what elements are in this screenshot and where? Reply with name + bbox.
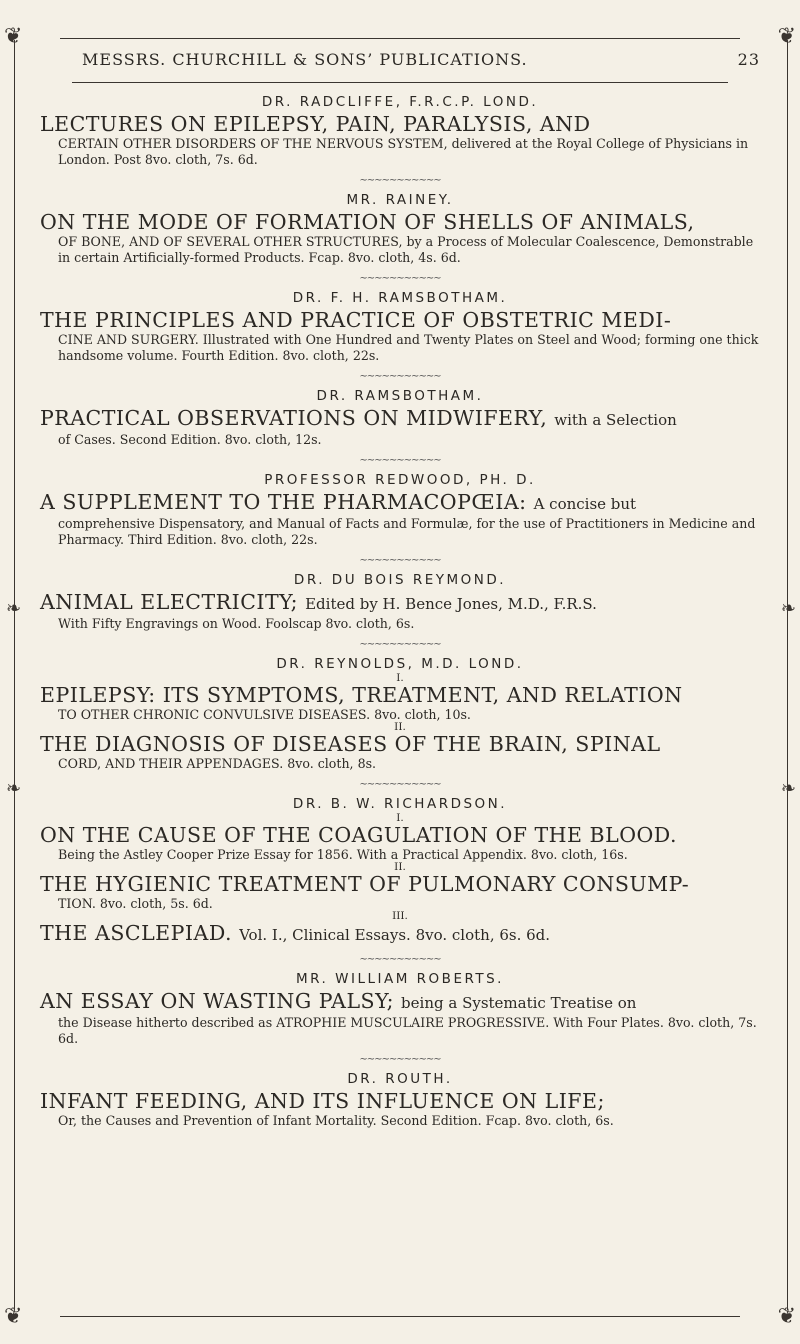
bottom-border-rule [60, 1316, 740, 1317]
side-ornament-icon: ❧ [780, 598, 796, 619]
book-title-text: A SUPPLEMENT TO THE PHARMACOPŒIA: [40, 490, 527, 514]
book-title [40, 732, 760, 756]
separator-ornament: ∼∼∼∼∼∼∼∼∼∼∼ [359, 779, 441, 790]
running-head-title: MESSRS. CHURCHILL & SONS’ PUBLICATIONS. [82, 50, 528, 69]
author-name: MR. WILLIAM ROBERTS. [296, 971, 504, 987]
separator-ornament: ∼∼∼∼∼∼∼∼∼∼∼ [359, 455, 441, 466]
book-title-suffix: Vol. I., Clinical Essays. 8vo. cloth, 6s. 6d. [239, 926, 551, 944]
book-description: CINE AND SURGERY. Illustrated with One Hundred and Twenty Plates on Steel and Wood; forming one thick handsome volume. Fourth Edition. 8vo. cloth, 22s. [58, 332, 759, 363]
book-description: Or, the Causes and Prevention of Infant Mortality. Second Edition. Fcap. 8vo. cloth, 6s. [58, 1113, 614, 1128]
book-description: CORD, AND THEIR APPENDAGES. 8vo. cloth, 8s. [58, 756, 377, 771]
book-description: of Cases. Second Edition. 8vo. cloth, 12s. [58, 432, 322, 447]
corner-ornament-icon: ❦ [777, 1304, 796, 1329]
item-numeral: I. [396, 812, 404, 824]
book-title [40, 683, 760, 707]
separator-ornament: ∼∼∼∼∼∼∼∼∼∼∼ [359, 639, 441, 650]
item-numeral: II. [394, 861, 406, 873]
catalogue-entry [40, 94, 760, 168]
author-name: DR. RAMSBOTHAM. [316, 388, 484, 404]
author-name: DR. RADCLIFFE, F.R.C.P. LOND. [261, 94, 539, 110]
catalogue-entries [40, 94, 760, 1129]
book-description: CERTAIN OTHER DISORDERS OF THE NERVOUS SYSTEM, delivered at the Royal College of Physicians in London. Post 8vo. cloth, 7s. 6d. [58, 136, 749, 167]
book-title-text: LECTURES ON EPILEPSY, PAIN, PARALYSIS, AND [40, 112, 591, 136]
author-name: MR. RAINEY. [346, 192, 454, 208]
book-title [40, 590, 760, 616]
book-title-text: THE ASCLEPIAD. [40, 921, 233, 945]
book-title-text: THE HYGIENIC TREATMENT OF PULMONARY CONSUMP- [40, 872, 690, 896]
book-title-text: ON THE MODE OF FORMATION OF SHELLS OF ANIMALS, [40, 210, 695, 234]
book-title [40, 112, 760, 136]
author-name: DR. REYNOLDS, M.D. LOND. [276, 656, 524, 672]
side-ornament-icon: ❧ [6, 598, 22, 619]
book-title-text: INFANT FEEDING, AND ITS INFLUENCE ON LIFE; [40, 1089, 605, 1113]
top-border-rule [60, 38, 740, 39]
book-title [40, 823, 760, 847]
header-rule [72, 82, 728, 83]
author-name: DR. F. H. RAMSBOTHAM. [292, 290, 508, 306]
catalogue-entry [40, 556, 760, 632]
right-border-rule [787, 40, 788, 1310]
item-numeral: III. [392, 910, 408, 922]
item-numeral: I. [396, 672, 404, 684]
book-description: Being the Astley Cooper Prize Essay for 1856. With a Practical Appendix. 8vo. cloth, 16s. [58, 847, 628, 862]
separator-ornament: ∼∼∼∼∼∼∼∼∼∼∼ [359, 954, 441, 965]
separator-ornament: ∼∼∼∼∼∼∼∼∼∼∼ [359, 371, 441, 382]
side-ornament-icon: ❧ [6, 778, 22, 799]
catalogue-entry [40, 955, 760, 1047]
book-title-text: PRACTICAL OBSERVATIONS ON MIDWIFERY, [40, 406, 548, 430]
catalogue-entry [40, 1055, 760, 1129]
book-title-text: ON THE CAUSE OF THE COAGULATION OF THE BLOOD. [40, 823, 678, 847]
separator-ornament: ∼∼∼∼∼∼∼∼∼∼∼ [359, 175, 441, 186]
book-title-suffix: Edited by H. Bence Jones, M.D., F.R.S. [305, 595, 597, 613]
author-name: PROFESSOR REDWOOD, PH. D. [264, 472, 536, 488]
catalogue-entry [40, 176, 760, 266]
book-title-text: THE PRINCIPLES AND PRACTICE OF OBSTETRIC MEDI- [40, 308, 672, 332]
left-border-rule [14, 40, 15, 1310]
separator-ornament: ∼∼∼∼∼∼∼∼∼∼∼ [359, 1054, 441, 1065]
book-title [40, 1089, 760, 1113]
book-title [40, 989, 760, 1015]
book-title-text: ANIMAL ELECTRICITY; [40, 590, 299, 614]
catalogue-entry [40, 274, 760, 364]
catalogue-entry [40, 372, 760, 448]
book-title [40, 921, 760, 947]
item-numeral: II. [394, 721, 406, 733]
author-name: DR. B. W. RICHARDSON. [292, 796, 508, 812]
author-name: DR. DU BOIS REYMOND. [293, 572, 507, 588]
separator-ornament: ∼∼∼∼∼∼∼∼∼∼∼ [359, 273, 441, 284]
catalogue-entry [40, 640, 760, 772]
book-title-text: THE DIAGNOSIS OF DISEASES OF THE BRAIN, SPINAL [40, 732, 661, 756]
book-description: TION. 8vo. cloth, 5s. 6d. [58, 896, 213, 911]
catalogue-entry [40, 456, 760, 548]
book-title [40, 308, 760, 332]
book-title-text: EPILEPSY: ITS SYMPTOMS, TREATMENT, AND RELATION [40, 683, 683, 707]
book-title [40, 406, 760, 432]
book-title [40, 872, 760, 896]
book-title-suffix: with a Selection [554, 411, 677, 429]
corner-ornament-icon: ❦ [4, 1304, 23, 1329]
book-title-suffix: A concise but [533, 495, 637, 513]
book-description: TO OTHER CHRONIC CONVULSIVE DISEASES. 8vo. cloth, 10s. [58, 707, 471, 722]
catalogue-entry [40, 780, 760, 947]
book-title [40, 490, 760, 516]
book-description: comprehensive Dispensatory, and Manual of Facts and Formulæ, for the use of Practitioners in Medicine and Pharmacy. Third Edition. 8vo. cloth, 22s. [58, 516, 756, 547]
author-name: DR. ROUTH. [347, 1071, 453, 1087]
separator-ornament: ∼∼∼∼∼∼∼∼∼∼∼ [359, 555, 441, 566]
book-title [40, 210, 760, 234]
book-title-suffix: being a Systematic Treatise on [401, 994, 637, 1012]
book-description: the Disease hitherto described as ATROPHIE MUSCULAIRE PROGRESSIVE. With Four Plates. 8vo. cloth, 7s. 6d. [58, 1015, 757, 1046]
running-head [60, 50, 760, 69]
page-number: 23 [737, 50, 760, 69]
book-description: OF BONE, AND OF SEVERAL OTHER STRUCTURES, by a Process of Molecular Coalescence, Demonstrable in certain Artificially-formed Products. Fcap. 8vo. cloth, 4s. 6d. [58, 234, 754, 265]
book-description: With Fifty Engravings on Wood. Foolscap 8vo. cloth, 6s. [58, 616, 415, 631]
side-ornament-icon: ❧ [780, 778, 796, 799]
corner-ornament-icon: ❦ [4, 24, 23, 49]
corner-ornament-icon: ❦ [777, 24, 796, 49]
book-title-text: AN ESSAY ON WASTING PALSY; [40, 989, 395, 1013]
